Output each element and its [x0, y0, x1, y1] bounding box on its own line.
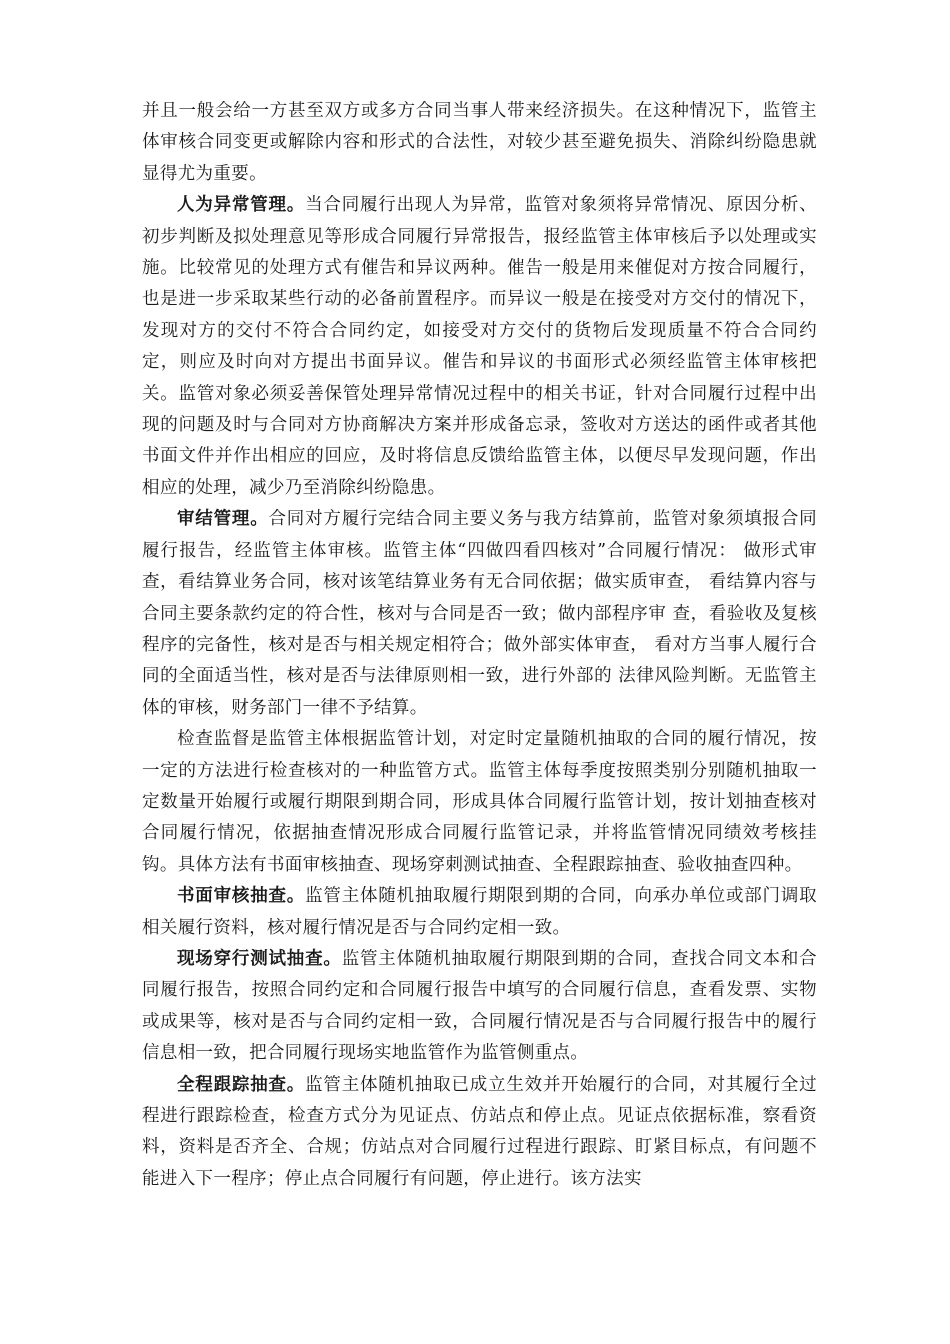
paragraph-heading: 审结管理。 — [177, 509, 269, 530]
paragraph-heading: 人为异常管理。 — [177, 195, 306, 216]
paragraph-text: 监管主体随机抽取已成立生效并开始履行的合同，对其履行全过程进行跟踪检查，检查方式分为见证点、仿站点和停止点。见证点依据标准，察看资料，资料是否齐全、合规；仿站点对合同履行过程进行跟踪、盯紧目标点，有问题不能进入下一程序；停止点合同履行有问题，停止进行。该方法实 — [142, 1074, 817, 1189]
paragraph-text: 监管主体随机抽取履行期限到期的合同，向承办单位或部门调取相关履行资料，核对履行情况是否与合同约定相一致。 — [142, 886, 817, 938]
paragraph-text: 检查监督是监管主体根据监管计划，对定时定量随机抽取的合同的履行情况，按一定的方法进行检查核对的一种监管方式。监管主体每季度按照类别分别随机抽取一定数量开始履行或履行期限到期合同，形成具体合同履行监管计划，按计划抽查核对合同履行情况，依据抽查情况形成合同履行监管记录，并将监管情况同绩效考核挂钩。具体方法有书面审核抽查、现场穿刺测试抽查、全程跟踪抽查、验收抽查四种。 — [142, 729, 817, 875]
paragraph-continuation — [142, 96, 817, 190]
paragraph-settlement-review-management — [142, 504, 817, 724]
paragraph-written-review-spotcheck — [142, 881, 817, 944]
paragraph-full-tracking-spotcheck — [142, 1070, 817, 1196]
paragraph-human-anomaly-management — [142, 190, 817, 504]
paragraph-text: 并且一般会给一方甚至双方或多方合同当事人带来经济损失。在这种情况下，监管主体审核合同变更或解除内容和形式的合法性，对较少甚至避免损失、消除纠纷隐患就显得尤为重要。 — [142, 101, 817, 184]
document-page — [142, 96, 817, 1195]
paragraph-text: 合同对方履行完结合同主要义务与我方结算前，监管对象须填报合同履行报告，经监管主体审核。监管主体“四做四看四核对”合同履行情况： 做形式审查，看结算业务合同，核对该笔结算业务有无合同依据；做实质审查， 看结算内容与合同主要条款约定的符合性，核对与合同是否一致；做内部程序审 查，看验收及复核程序的完备性，核对是否与相关规定相符合；做外部实体审查， 看对方当事人履行合同的全面适当性，核对是否与法律原则相一致，进行外部的 法律风险判断。无监管主体的审核，财务部门一律不予结算。 — [142, 509, 818, 718]
paragraph-onsite-walkthrough-spotcheck — [142, 944, 817, 1070]
paragraph-heading: 现场穿行测试抽查。 — [177, 948, 342, 969]
paragraph-heading: 书面审核抽查。 — [177, 886, 306, 907]
paragraph-heading: 全程跟踪抽查。 — [177, 1074, 306, 1095]
paragraph-inspection-supervision — [142, 724, 817, 881]
paragraph-text: 当合同履行出现人为异常，监管对象须将异常情况、原因分析、初步判断及拟处理意见等形成合同履行异常报告，报经监管主体审核后予以处理或实施。比较常见的处理方式有催告和异议两种。催告一般是用来催促对方按合同履行，也是进一步采取某些行动的必备前置程序。而异议一般是在接受对方交付的情况下，发现对方的交付不符合合同约定，如接受对方交付的货物后发现质量不符合合同约定，则应及时向对方提出书面异议。催告和异议的书面形式必须经监管主体审核把关。监管对象必须妥善保管处理异常情况过程中的相关书证，针对合同履行过程中出现的问题及时与合同对方协商解决方案并形成备忘录，签收对方送达的函件或者其他书面文件并作出相应的回应，及时将信息反馈给监管主体，以便尽早发现问题，作出相应的处理，减少乃至消除纠纷隐患。 — [142, 195, 817, 498]
paragraph-text: 监管主体随机抽取履行期限到期的合同，查找合同文本和合同履行报告，按照合同约定和合同履行报告中填写的合同履行信息，查看发票、实物或成果等，核对是否与合同约定相一致，合同履行情况是否与合同履行报告中的履行信息相一致，把合同履行现场实地监管作为监管侧重点。 — [142, 948, 817, 1064]
